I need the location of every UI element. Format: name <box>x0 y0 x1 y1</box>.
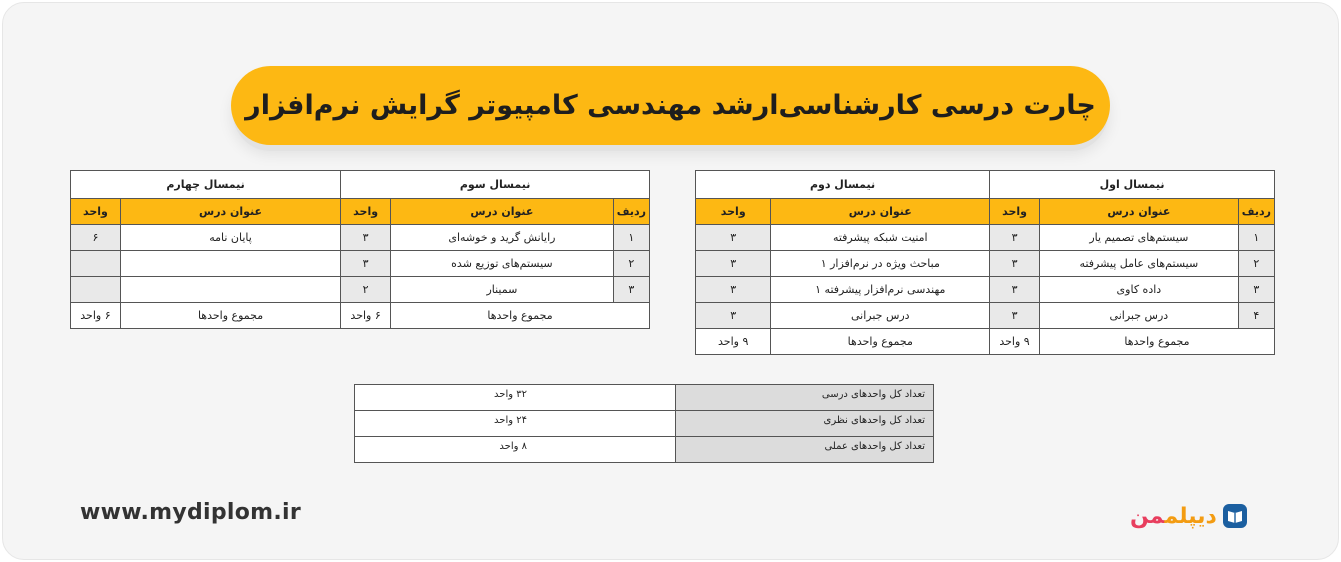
course-title: داده کاوی <box>1039 277 1238 303</box>
total-label: مجموع واحدها <box>120 303 340 329</box>
column-header-course: عنوان درس <box>391 199 614 225</box>
summary-label: تعداد کل واحدهای درسی <box>676 385 934 411</box>
course-title: درس جبرانی <box>1039 303 1238 329</box>
row-index: ۱ <box>613 225 649 251</box>
summary-table <box>354 384 934 463</box>
course-title: امنیت شبکه پیشرفته <box>771 225 990 251</box>
page-title: چارت درسی کارشناسی‌ارشد مهندسی کامپیوتر گرایش نرم‌افزار <box>245 90 1096 121</box>
row-index: ۳ <box>613 277 649 303</box>
table-row <box>696 251 1275 277</box>
course-units: ۳ <box>696 251 771 277</box>
row-index: ۳ <box>1238 277 1274 303</box>
total-units: ۶ واحد <box>341 303 391 329</box>
course-units: ۳ <box>990 225 1040 251</box>
semester-1-header: نیمسال اول <box>990 171 1275 199</box>
course-title: پایان نامه <box>120 225 340 251</box>
table-row <box>355 411 934 437</box>
semester-2-header: نیمسال دوم <box>696 171 990 199</box>
course-title: رایانش گرید و خوشه‌ای <box>391 225 614 251</box>
table-row <box>355 437 934 463</box>
total-units: ۹ واحد <box>990 329 1040 355</box>
table-row <box>696 303 1275 329</box>
course-units: ۲ <box>341 277 391 303</box>
brand-name-part2: من <box>1130 503 1165 529</box>
course-units <box>71 277 121 303</box>
course-units <box>71 251 121 277</box>
column-header-course: عنوان درس <box>771 199 990 225</box>
course-units: ۶ <box>71 225 121 251</box>
total-units: ۶ واحد <box>71 303 121 329</box>
website-url[interactable]: www.mydiplom.ir <box>80 500 302 525</box>
course-title <box>120 277 340 303</box>
brand-logo[interactable] <box>1130 501 1247 531</box>
column-header-units: واحد <box>696 199 771 225</box>
table-row <box>355 385 934 411</box>
course-title: مهندسی نرم‌افزار پیشرفته ۱ <box>771 277 990 303</box>
chart-table-semesters-1-2 <box>695 170 1275 355</box>
table-row <box>696 277 1275 303</box>
course-title: سیستم‌های تصمیم یار <box>1039 225 1238 251</box>
course-units: ۳ <box>696 225 771 251</box>
chart-table-semesters-3-4 <box>70 170 650 329</box>
course-title: درس جبرانی <box>771 303 990 329</box>
summary-value: ۲۴ واحد <box>355 411 676 437</box>
column-header-row: ردیف <box>613 199 649 225</box>
book-icon <box>1223 504 1247 528</box>
course-units: ۳ <box>341 251 391 277</box>
brand-name <box>1130 504 1217 529</box>
row-index: ۲ <box>613 251 649 277</box>
semester-4-header: نیمسال چهارم <box>71 171 341 199</box>
row-index: ۱ <box>1238 225 1274 251</box>
column-header-row: ردیف <box>1238 199 1274 225</box>
summary-value: ۸ واحد <box>355 437 676 463</box>
row-index: ۲ <box>1238 251 1274 277</box>
total-units: ۹ واحد <box>696 329 771 355</box>
course-title: سیستم‌های عامل پیشرفته <box>1039 251 1238 277</box>
table-row <box>71 225 650 251</box>
course-units: ۳ <box>341 225 391 251</box>
column-header-course: عنوان درس <box>1039 199 1238 225</box>
table-row <box>71 277 650 303</box>
course-title: سیستم‌های توزیع شده <box>391 251 614 277</box>
table-row <box>71 251 650 277</box>
course-units: ۳ <box>696 277 771 303</box>
row-index: ۴ <box>1238 303 1274 329</box>
total-label: مجموع واحدها <box>1039 329 1274 355</box>
column-header-units: واحد <box>341 199 391 225</box>
summary-label: تعداد کل واحدهای نظری <box>676 411 934 437</box>
course-units: ۳ <box>990 277 1040 303</box>
column-header-units: واحد <box>990 199 1040 225</box>
total-label: مجموع واحدها <box>391 303 650 329</box>
totals-row <box>71 303 650 329</box>
column-header-units: واحد <box>71 199 121 225</box>
summary-value: ۳۲ واحد <box>355 385 676 411</box>
course-title <box>120 251 340 277</box>
title-banner <box>231 66 1110 145</box>
totals-row <box>696 329 1275 355</box>
table-row <box>696 225 1275 251</box>
course-units: ۳ <box>990 251 1040 277</box>
semester-3-header: نیمسال سوم <box>341 171 650 199</box>
column-header-course: عنوان درس <box>120 199 340 225</box>
course-units: ۳ <box>696 303 771 329</box>
total-label: مجموع واحدها <box>771 329 990 355</box>
course-title: مباحث ویژه در نرم‌افزار ۱ <box>771 251 990 277</box>
brand-name-part1: دیپلم <box>1164 503 1217 529</box>
course-title: سمینار <box>391 277 614 303</box>
summary-label: تعداد کل واحدهای عملی <box>676 437 934 463</box>
course-units: ۳ <box>990 303 1040 329</box>
